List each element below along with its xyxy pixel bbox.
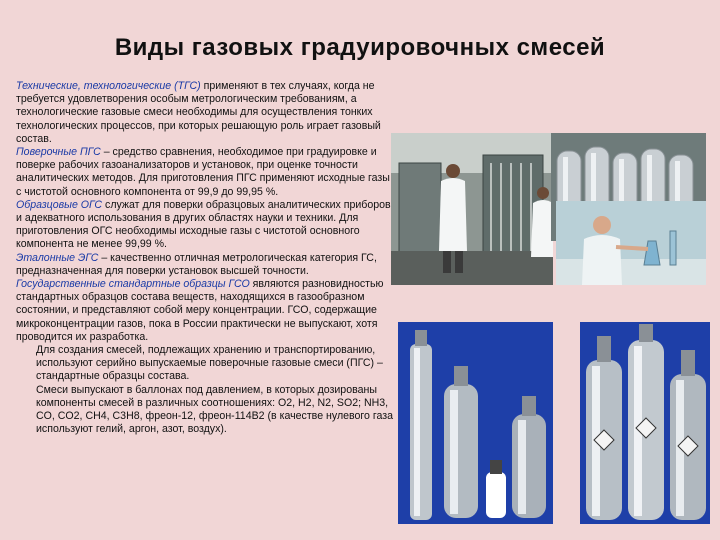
gas-cylinders-photo-left <box>398 322 553 524</box>
term-pgs: Поверочные ПГС <box>16 146 101 159</box>
laboratory-photo <box>391 133 553 285</box>
paragraph-tgs <box>16 80 394 146</box>
gas-cylinders-photo-right <box>580 322 710 524</box>
paragraph-gso <box>16 278 394 344</box>
slide-title: Виды газовых градуировочных смесей <box>114 34 606 61</box>
body-text <box>16 80 394 436</box>
text-tgs: применяют в тех случаях, когда не требуется удовлетворения особым метрологическим требованиям, а технологические газовые смеси необходимы для осуществления тонких технологических процессов, при которых решающую роль играет газовый состав. <box>16 80 381 145</box>
text-ogs: служат для поверки образцовых аналитических приборов и адекватного использования в других областях науки и техники. Для приготовления ОГС необходимы исходные газы с чистотой основного компонента не менее 99,99 %. <box>16 198 391 251</box>
paragraph-cylinders: Смеси выпускают в баллонах под давлением, в которых дозированы компоненты смесей в различных соотношениях: О2, Н2, N2, SO2; NH3, CO, CO2, CH4, C3H8, фреон-12, фреон-114В2 (в качестве нулевого газа используют гелий, аргон, азот, воздух). <box>36 383 394 436</box>
paragraph-egs <box>16 252 394 278</box>
paragraph-pgs <box>16 146 394 199</box>
paragraph-storage: Для создания смесей, подлежащих хранению и транспортированию, используют серийно выпускаемые поверочные газовые смеси (ПГС) – стандартные образцы состава. <box>36 344 383 383</box>
text-pgs: – средство сравнения, необходимое при градуировке и поверке рабочих газоанализаторов и установок, при оценке точности аналитических методов. Для приготовления ПГС применяют исходные газы с чистотой основного компонента от 99,9 до 99,95 %. <box>16 146 390 198</box>
text-gso: являются разновидностью стандартных образцов состава веществ, находящихся в газообразном состоянии, и представляют собой меру концентрации. ГСО, содержащие микроконцентрации газов, пока в России практически не выпускают, хотя проводится их разработка. <box>16 278 384 343</box>
term-gso: Государственные стандартные образцы ГСО <box>16 278 250 291</box>
term-tgs: Технические, технологические (ТГС) <box>16 80 201 92</box>
paragraph-ogs <box>16 199 394 252</box>
scientist-photo <box>556 201 706 285</box>
text-egs: – качественно отличная метрологическая категория ГС, предназначенная для поверки установок высшей точности. <box>16 251 377 277</box>
term-ogs: Образцовые ОГС <box>16 198 103 211</box>
term-egs: Эталонные ЭГС <box>16 251 99 264</box>
